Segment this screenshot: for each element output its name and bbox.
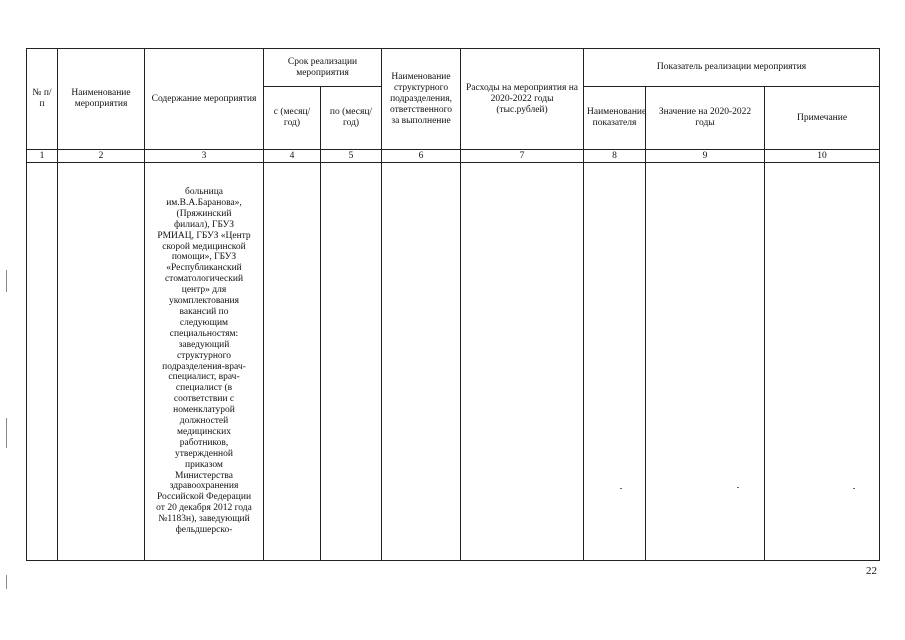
content-line: филиал), ГБУЗ [174,219,234,230]
content-line: номенклатурой [173,405,235,416]
header-indicator-name: Наименование показателя [584,87,646,150]
content-line: структурного [176,350,232,361]
column-number: 7 [461,150,584,163]
header-responsible-unit: Наименование структурного подразделения, ответственного за выполнение [382,49,461,150]
content-line: от 20 декабря 2012 года [156,503,252,514]
content-line: укомплектования [169,296,239,307]
cell-period-to [321,163,382,561]
cell-note [765,163,880,561]
header-note: Примечание [765,87,880,150]
content-line: подразделения-врач- [162,361,246,372]
header-period-from: с (месяц/ год) [264,87,321,150]
column-number: 9 [646,150,765,163]
content-line: следующим [179,317,229,328]
content-line: приказом [185,459,223,470]
cell-number [27,163,58,561]
content-line: специалист, врач- [168,372,240,383]
content-line: медицинских [177,426,231,437]
column-number: 8 [584,150,646,163]
header-number: № п/п [27,49,58,150]
content-line: здравоохранения [169,481,239,492]
content-line: заведующий [178,339,230,350]
column-number: 6 [382,150,461,163]
header-activity-content: Содержание мероприятия [145,49,264,150]
content-line: (Пряжинский [176,208,232,219]
content-line: РМИАЦ, ГБУЗ «Центр [157,230,251,241]
content-line: Министерства [175,470,233,481]
content-line: вакансий по [179,306,229,317]
cell-responsible-unit [382,163,461,561]
content-line: должностей [179,416,229,427]
scan-artifact [620,488,622,489]
cell-indicator-value [646,163,765,561]
header-period-to: по (месяц/ год) [321,87,382,150]
content-line: Российской Федерации [156,492,252,503]
content-line: стоматологический [164,274,244,285]
content-line: утвержденной [175,448,233,459]
content-line: центр» для [181,285,227,296]
table-row [27,163,880,561]
page-number: 22 [866,565,877,577]
scan-artifact [6,575,7,589]
content-line: специалист (в [175,383,233,394]
column-number: 3 [145,150,264,163]
header-indicator: Показатель реализации мероприятия [584,49,880,87]
content-line: больница [185,187,223,197]
content-line: специальностям: [169,328,239,339]
column-number: 1 [27,150,58,163]
content-line: работников, [179,437,229,448]
cell-activity-content [145,163,264,561]
content-line: помощи», ГБУЗ [171,252,237,263]
scan-artifact [6,270,7,292]
cell-period-from [264,163,321,561]
scan-artifact [853,488,855,489]
scan-artifact [737,487,739,488]
cell-indicator-name [584,163,646,561]
content-line: соответствии с [173,394,235,405]
content-line: фельдшерско- [175,525,233,536]
column-number: 5 [321,150,382,163]
column-number-row [27,150,880,163]
content-line: скорой медицинской [162,241,246,252]
header-activity-name: Наименование мероприятия [58,49,145,150]
scan-artifact [6,418,7,448]
content-line: им.В.А.Баранова», [166,197,242,208]
header-indicator-value: Значение на 2020-2022 годы [646,87,765,150]
header-period: Срок реализации мероприятия [264,49,382,87]
activities-table [26,48,880,561]
cell-expenses [461,163,584,561]
content-line: «Республиканский [166,263,242,274]
content-text [148,187,260,536]
column-number: 4 [264,150,321,163]
cell-activity-name [58,163,145,561]
column-number: 10 [765,150,880,163]
column-number: 2 [58,150,145,163]
content-line: №1183н), заведующий [158,514,250,525]
header-expenses: Расходы на мероприятия на 2020-2022 годы (тыс.рублей) [461,49,584,150]
